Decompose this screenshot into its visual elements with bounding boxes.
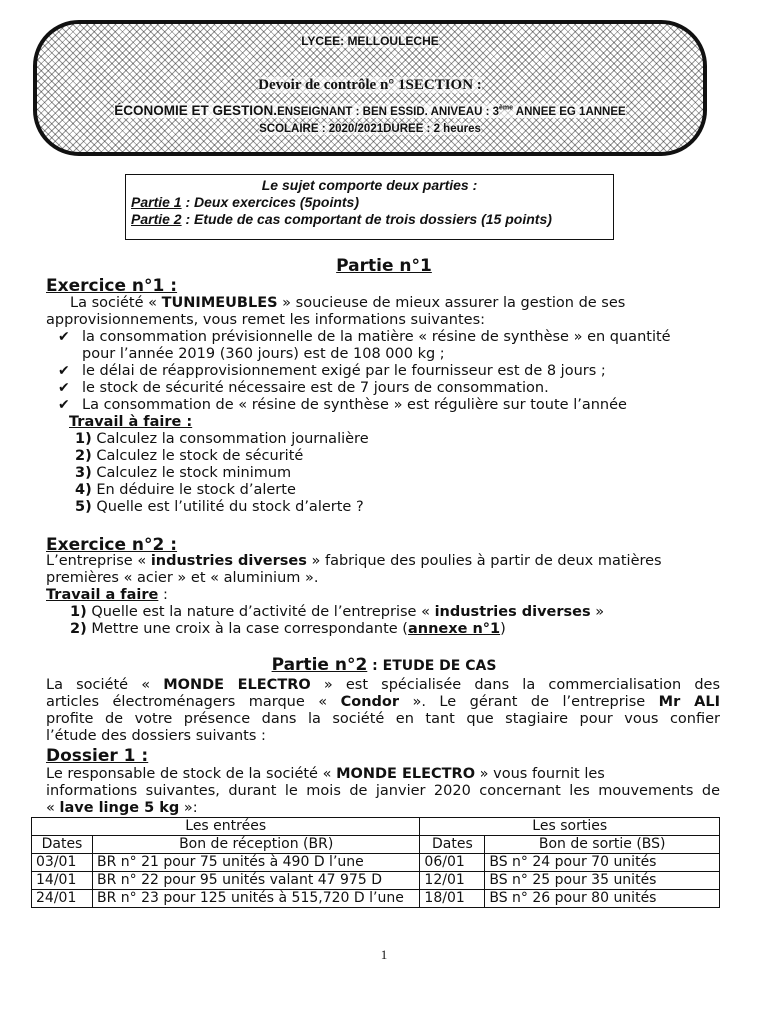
ex1-task: 4) En déduire le stock d’alerte — [75, 482, 296, 498]
ex1-task: 2) Calculez le stock de sécurité — [75, 448, 304, 464]
intro-line: Le sujet comporte deux parties : — [261, 177, 478, 193]
exit-date: 18/01 — [420, 890, 485, 908]
ex2-question-1: 1) Quelle est la nature d’activité de l’entreprise « industries diverses » — [70, 604, 605, 620]
entries-header: Les entrées — [32, 818, 420, 836]
column-header: Dates — [420, 836, 485, 854]
column-header: Bon de réception (BR) — [92, 836, 419, 854]
entry-date: 24/01 — [32, 890, 93, 908]
exits-header: Les sorties — [420, 818, 720, 836]
receipt-note: BR n° 22 pour 95 unités valant 47 975 D — [92, 872, 419, 890]
check-icon: ✔ — [58, 329, 70, 345]
entry-date: 14/01 — [32, 872, 93, 890]
stock-movements-table — [31, 817, 720, 908]
page-number: 1 — [380, 947, 388, 962]
entry-date: 03/01 — [32, 854, 93, 872]
exam-title: Devoir de contrôle n° 1SECTION : — [258, 77, 482, 93]
school-name: LYCEE: MELLOULECHE — [301, 34, 439, 48]
intro-box — [125, 174, 614, 240]
check-icon: ✔ — [58, 380, 70, 396]
check-icon: ✔ — [58, 363, 70, 379]
ex1-intro-line-2: approvisionnements, vous remet les informations suivantes: — [46, 312, 486, 328]
dossier-1-paragraph: Le responsable de stock de la société « MONDE ELECTRO » vous fournit les informations suivantes, durant le mois de janvier 2020 concernant les mouvements de « lave linge 5 kg »: — [46, 766, 720, 816]
ex2-intro-line-2: premières « acier » et « aluminium ». — [46, 570, 319, 586]
intro-part-1: Partie 1 : Deux exercices (5points) — [131, 194, 359, 210]
exit-note: BS n° 24 pour 70 unités — [485, 854, 720, 872]
table-row — [32, 854, 720, 872]
ex2-task-title: Travail a faire : — [46, 587, 168, 603]
table-row — [32, 872, 720, 890]
part-2-title: Partie n°2 : ETUDE DE CAS — [271, 655, 497, 675]
ex1-bullet: la consommation prévisionnelle de la matière « résine de synthèse » en quantité — [82, 329, 671, 345]
exit-note: BS n° 25 pour 35 unités — [485, 872, 720, 890]
receipt-note: BR n° 23 pour 125 unités à 515,720 D l’une — [92, 890, 419, 908]
exercise-2-title: Exercice n°2 : — [46, 535, 178, 555]
ex1-bullet-cont: pour l’année 2019 (360 jours) est de 108 000 kg ; — [82, 346, 445, 362]
table-row — [32, 890, 720, 908]
header-line-2: SCOLAIRE : 2020/2021DUREE : 2 heures — [259, 123, 481, 135]
ex1-task-title: Travail à faire : — [69, 414, 193, 430]
ex1-bullet: le délai de réapprovisionnement exigé par le fournisseur est de 8 jours ; — [82, 363, 606, 379]
ex2-intro: L’entreprise « industries diverses » fabrique des poulies à partir de deux matières — [46, 553, 662, 569]
check-icon: ✔ — [58, 397, 70, 413]
exam-header-banner — [33, 20, 707, 156]
column-header: Dates — [32, 836, 93, 854]
part-1-title: Partie n°1 — [336, 256, 432, 276]
ex1-bullet: La consommation de « résine de synthèse » est régulière sur toute l’année — [82, 397, 627, 413]
exit-date: 12/01 — [420, 872, 485, 890]
exit-date: 06/01 — [420, 854, 485, 872]
intro-part-2: Partie 2 : Etude de cas comportant de trois dossiers (15 points) — [131, 211, 552, 227]
column-header: Bon de sortie (BS) — [485, 836, 720, 854]
exercise-1-title: Exercice n°1 : — [46, 276, 178, 296]
ex1-bullet: le stock de sécurité nécessaire est de 7 jours de consommation. — [82, 380, 549, 396]
dossier-1-title: Dossier 1 : — [46, 746, 149, 766]
ex2-question-2: 2) Mettre une croix à la case correspondante (annexe n°1) — [70, 621, 506, 637]
receipt-note: BR n° 21 pour 75 unités à 490 D l’une — [92, 854, 419, 872]
case-intro-paragraph: La société « MONDE ELECTRO » est spécialisée dans la commercialisation des articles électroménagers marque « Condor ». Le gérant de l’entreprise Mr ALI profite de votre présence dans la société en tant que stagiaire pour vous confier l’étude des dossiers suivants : — [46, 677, 720, 744]
ex1-task: 1) Calculez la consommation journalière — [75, 431, 369, 447]
exit-note: BS n° 26 pour 80 unités — [485, 890, 720, 908]
ex1-task: 5) Quelle est l’utilité du stock d’alerte ? — [75, 499, 364, 515]
header-line-1: ÉCONOMIE ET GESTION.ENSEIGNANT : BEN ESSID. ANIVEAU : 3ème ANNEE EG 1ANNEE — [114, 103, 626, 118]
ex1-intro: La société « TUNIMEUBLES » soucieuse de mieux assurer la gestion de ses — [70, 295, 626, 311]
ex1-task: 3) Calculez le stock minimum — [75, 465, 292, 481]
